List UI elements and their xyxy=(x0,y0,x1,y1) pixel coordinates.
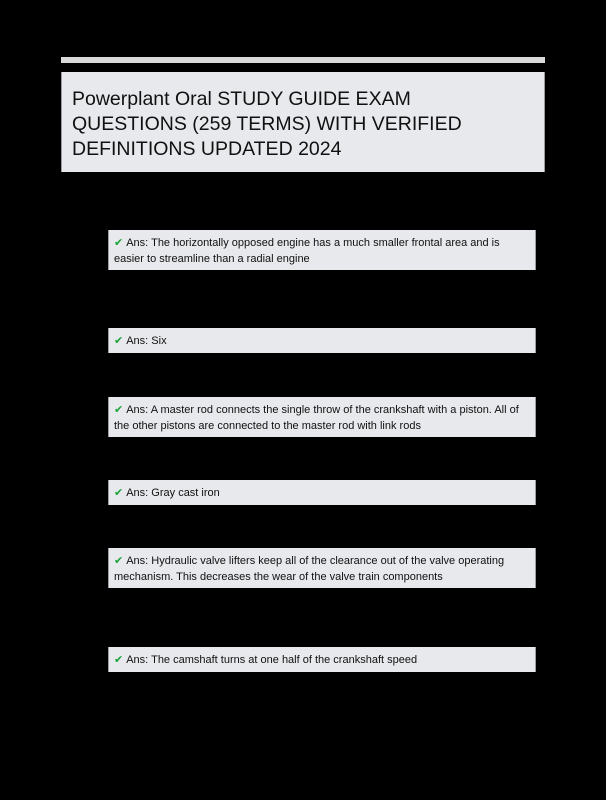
answer-box-6 xyxy=(108,647,536,672)
answer-text: The camshaft turns at one half of the crankshaft speed xyxy=(151,654,418,666)
answer-text: Gray cast iron xyxy=(151,487,220,499)
check-icon: ✔ xyxy=(114,554,124,567)
check-icon: ✔ xyxy=(114,403,124,416)
check-icon: ✔ xyxy=(114,236,124,249)
check-icon: ✔ xyxy=(114,486,124,499)
check-icon: ✔ xyxy=(114,334,124,347)
answer-text: Hydraulic valve lifters keep all of the clearance out of the valve operating mechanism. This decreases the wear of the valve train components xyxy=(114,555,505,583)
answer-box-2 xyxy=(108,328,536,353)
document-title: Powerplant Oral STUDY GUIDE EXAM QUESTIONS (259 TERMS) WITH VERIFIED DEFINITIONS UPDATED 2024 xyxy=(72,88,462,160)
answer-box-4 xyxy=(108,480,536,505)
answer-text: A master rod connects the single throw of the crankshaft with a piston. All of the other pistons are connected to the master rod with link rods xyxy=(114,404,519,432)
top-divider xyxy=(61,57,545,63)
answer-box-5 xyxy=(108,548,536,588)
answer-text: Six xyxy=(151,335,167,347)
answer-box-1 xyxy=(108,230,536,270)
answer-prefix: Ans: xyxy=(126,555,149,567)
answer-prefix: Ans: xyxy=(126,654,149,666)
answer-prefix: Ans: xyxy=(126,237,149,249)
answer-prefix: Ans: xyxy=(126,487,149,499)
check-icon: ✔ xyxy=(114,653,124,666)
answer-box-3 xyxy=(108,397,536,437)
answer-text: The horizontally opposed engine has a much smaller frontal area and is easier to streamline than a radial engine xyxy=(114,237,500,265)
answer-prefix: Ans: xyxy=(126,404,149,416)
answer-prefix: Ans: xyxy=(126,335,149,347)
title-box xyxy=(61,72,545,172)
